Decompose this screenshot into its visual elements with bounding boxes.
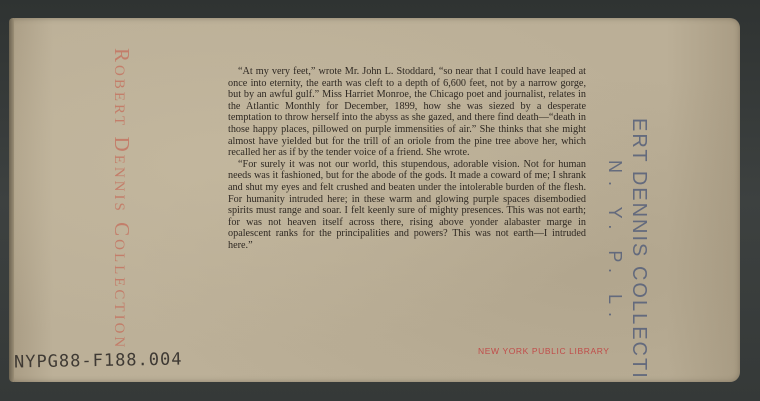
library-stamp: NEW YORK PUBLIC LIBRARY bbox=[478, 346, 610, 356]
red-collection-stamp-text: Robert Dennis Collection bbox=[110, 48, 134, 351]
handwritten-catalog-number: NYPG88-F188.004 bbox=[13, 349, 183, 373]
description-paragraph: “For surely it was not our world, this stupendous, adorable vision. Not for human needs was it fashioned, but for the abode of the gods. It made a coward of me; I shrank and shut my eyes and felt crushed and beaten under the intolerable burden of the flesh. For humanity intruded here; in these warm and glowing purple spaces disembodied spirits must range and soar. I felt keenly sure of mighty presences. This was not earth; for was not heaven itself across there, rising above yonder alabaster marge in opalescent ranks for the principalities and powers? This was not earth—I intruded here.” bbox=[228, 158, 586, 251]
card-description-text bbox=[228, 66, 586, 252]
blue-collection-stamp bbox=[605, 118, 680, 380]
blue-stamp-line-1: ERT DENNIS COLLECTI bbox=[628, 118, 650, 380]
description-paragraph: “At my very feet,” wrote Mr. John L. Stoddard, “so near that I could have leaped at once into eternity, the earth was cleft to a depth of 6,600 feet, not by a narrow gorge, but by an awful gulf.” Miss Harriet Monroe, the Chicago poet and journalist, relates in the Atlantic Monthly for December, 1899, how she was siezed by a desperate temptation to throw herself into the abyss as she gazed, and there find death—“death in those happy places, pillowed on purple immensities of air.” She thinks that she might almost have yielded but for the trill of an oriole from the pine tree above her, which recalled her as if by the tender voice of a friend. She wrote. bbox=[228, 66, 586, 159]
red-collection-stamp bbox=[110, 48, 154, 358]
card-edge bbox=[9, 18, 14, 382]
blue-stamp-line-2: N. Y. P. L. bbox=[605, 160, 625, 326]
